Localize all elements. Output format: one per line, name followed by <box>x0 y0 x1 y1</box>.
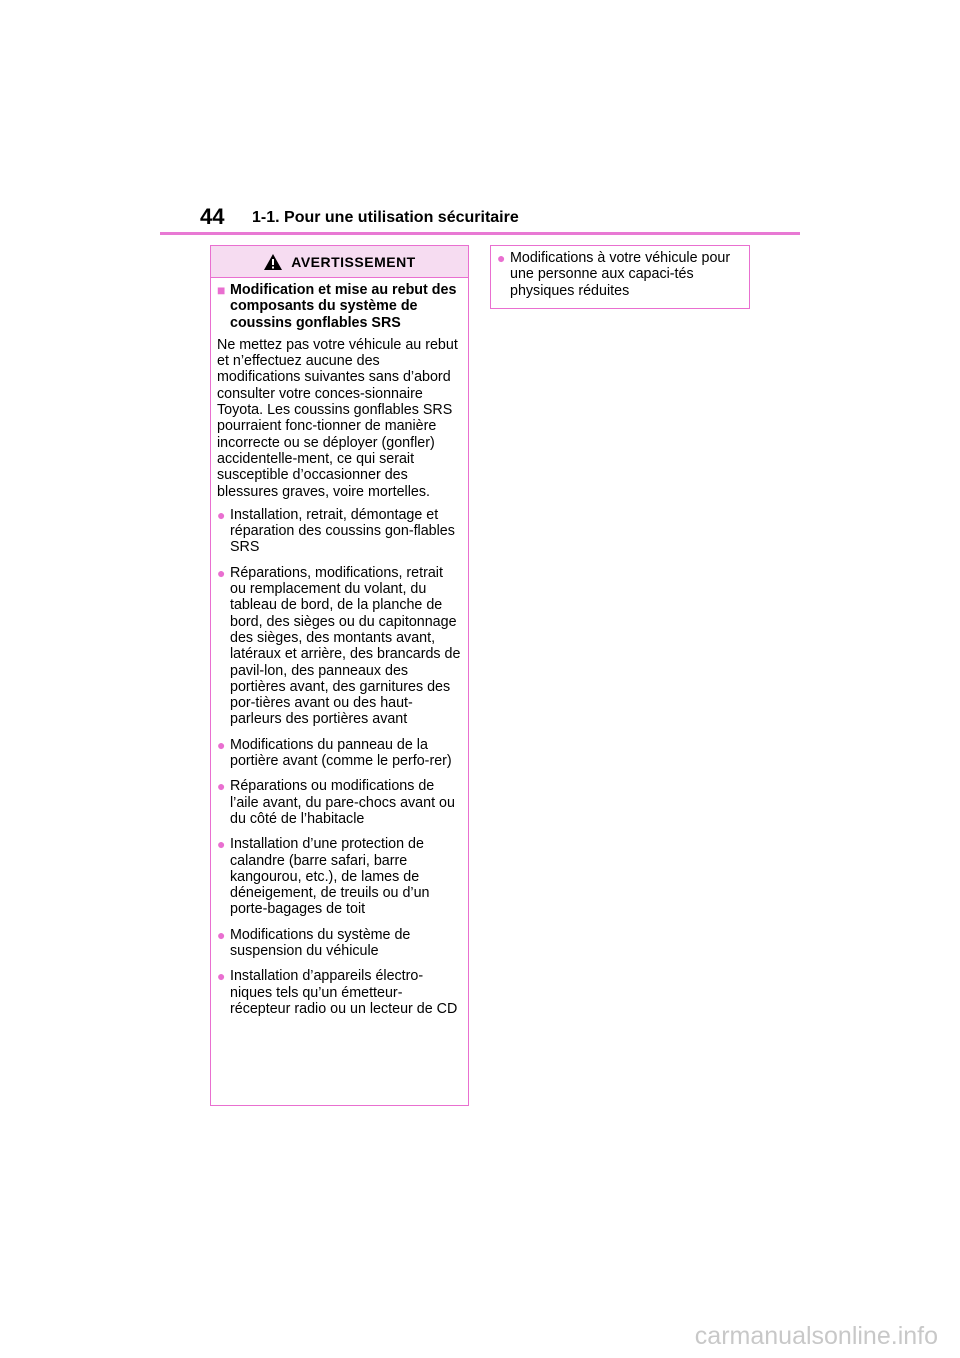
list-item <box>217 507 462 556</box>
warning-paragraph: Ne mettez pas votre véhicule au rebut et n’effectuez aucune des modifications suivantes sans d’abord consulter votre conces-sionnaire Toyota. Les coussins gonflables SRS pourraient fonc-tionner de manière incorrecte ou se déployer (gonfler) accidentelle-ment, ce qui serait susceptible d’occasionner des blessures graves, voire mortelles. <box>217 336 458 500</box>
watermark: carmanualsonline.info <box>694 1322 938 1350</box>
list-item <box>217 778 462 827</box>
bullet-dot-icon: ● <box>217 836 226 853</box>
header-rule <box>160 232 800 235</box>
continuation-box <box>490 245 750 309</box>
bullet-dot-icon: ● <box>497 250 506 266</box>
bullet-dot-icon: ● <box>217 778 226 795</box>
bullet-dot-icon: ● <box>217 736 226 753</box>
page-number: 44 <box>200 204 225 229</box>
list-item-text: Modifications du panneau de la portière avant (comme le perfo-rer) <box>230 736 452 770</box>
warning-title: AVERTISSEMENT <box>291 253 416 270</box>
bullet-dot-icon: ● <box>217 926 226 943</box>
list-item-text: Installation d’une protection de calandre (barre safari, barre kangourou, etc.), de lames de déneigement, de treuils ou d’un porte-bagages de toit <box>230 836 430 918</box>
square-bullet-icon: ■ <box>217 282 226 298</box>
list-item-text: Réparations, modifications, retrait ou remplacement du volant, du tableau de bord, de la planche de bord, des sièges ou du capitonnage des sièges, des montants avant, latéraux et arrière, des brancards de pavil-lon, des panneaux des portières avant, des garnitures des por-tières avant ou des haut-parleurs des portières avant <box>230 564 461 728</box>
list-item-text: Installation d’appareils électro-niques tels qu’un émetteur-récepteur radio ou un lecteur de CD <box>230 968 458 1017</box>
warning-subheading <box>217 282 462 331</box>
list-item <box>217 737 462 770</box>
warning-subheading-text: Modification et mise au rebut des composants du système de coussins gonflables SRS <box>230 282 457 331</box>
warning-box <box>210 245 469 1106</box>
bullet-dot-icon: ● <box>217 506 226 523</box>
list-item <box>217 836 462 917</box>
warning-triangle-icon <box>263 253 283 271</box>
bullet-dot-icon: ● <box>217 968 226 985</box>
list-item-text: Modifications du système de suspension du véhicule <box>230 926 411 959</box>
section-title: 1-1. Pour une utilisation sécuritaire <box>252 209 519 226</box>
list-item <box>217 565 462 728</box>
list-item-text: Installation, retrait, démontage et réparation des coussins gon-flables SRS <box>230 506 455 556</box>
bullet-dot-icon: ● <box>217 564 226 581</box>
warning-body <box>211 278 468 1017</box>
list-item <box>497 250 743 299</box>
list-item <box>217 968 462 1017</box>
warning-header <box>211 246 468 278</box>
list-item <box>217 927 462 960</box>
list-item-text: Réparations ou modifications de l’aile avant, du pare-chocs avant ou du côté de l’habitacle <box>230 778 455 827</box>
continuation-body <box>491 246 749 299</box>
list-item-text: Modifications à votre véhicule pour une personne aux capaci-tés physiques réduites <box>510 250 731 299</box>
warning-list <box>217 507 462 1017</box>
